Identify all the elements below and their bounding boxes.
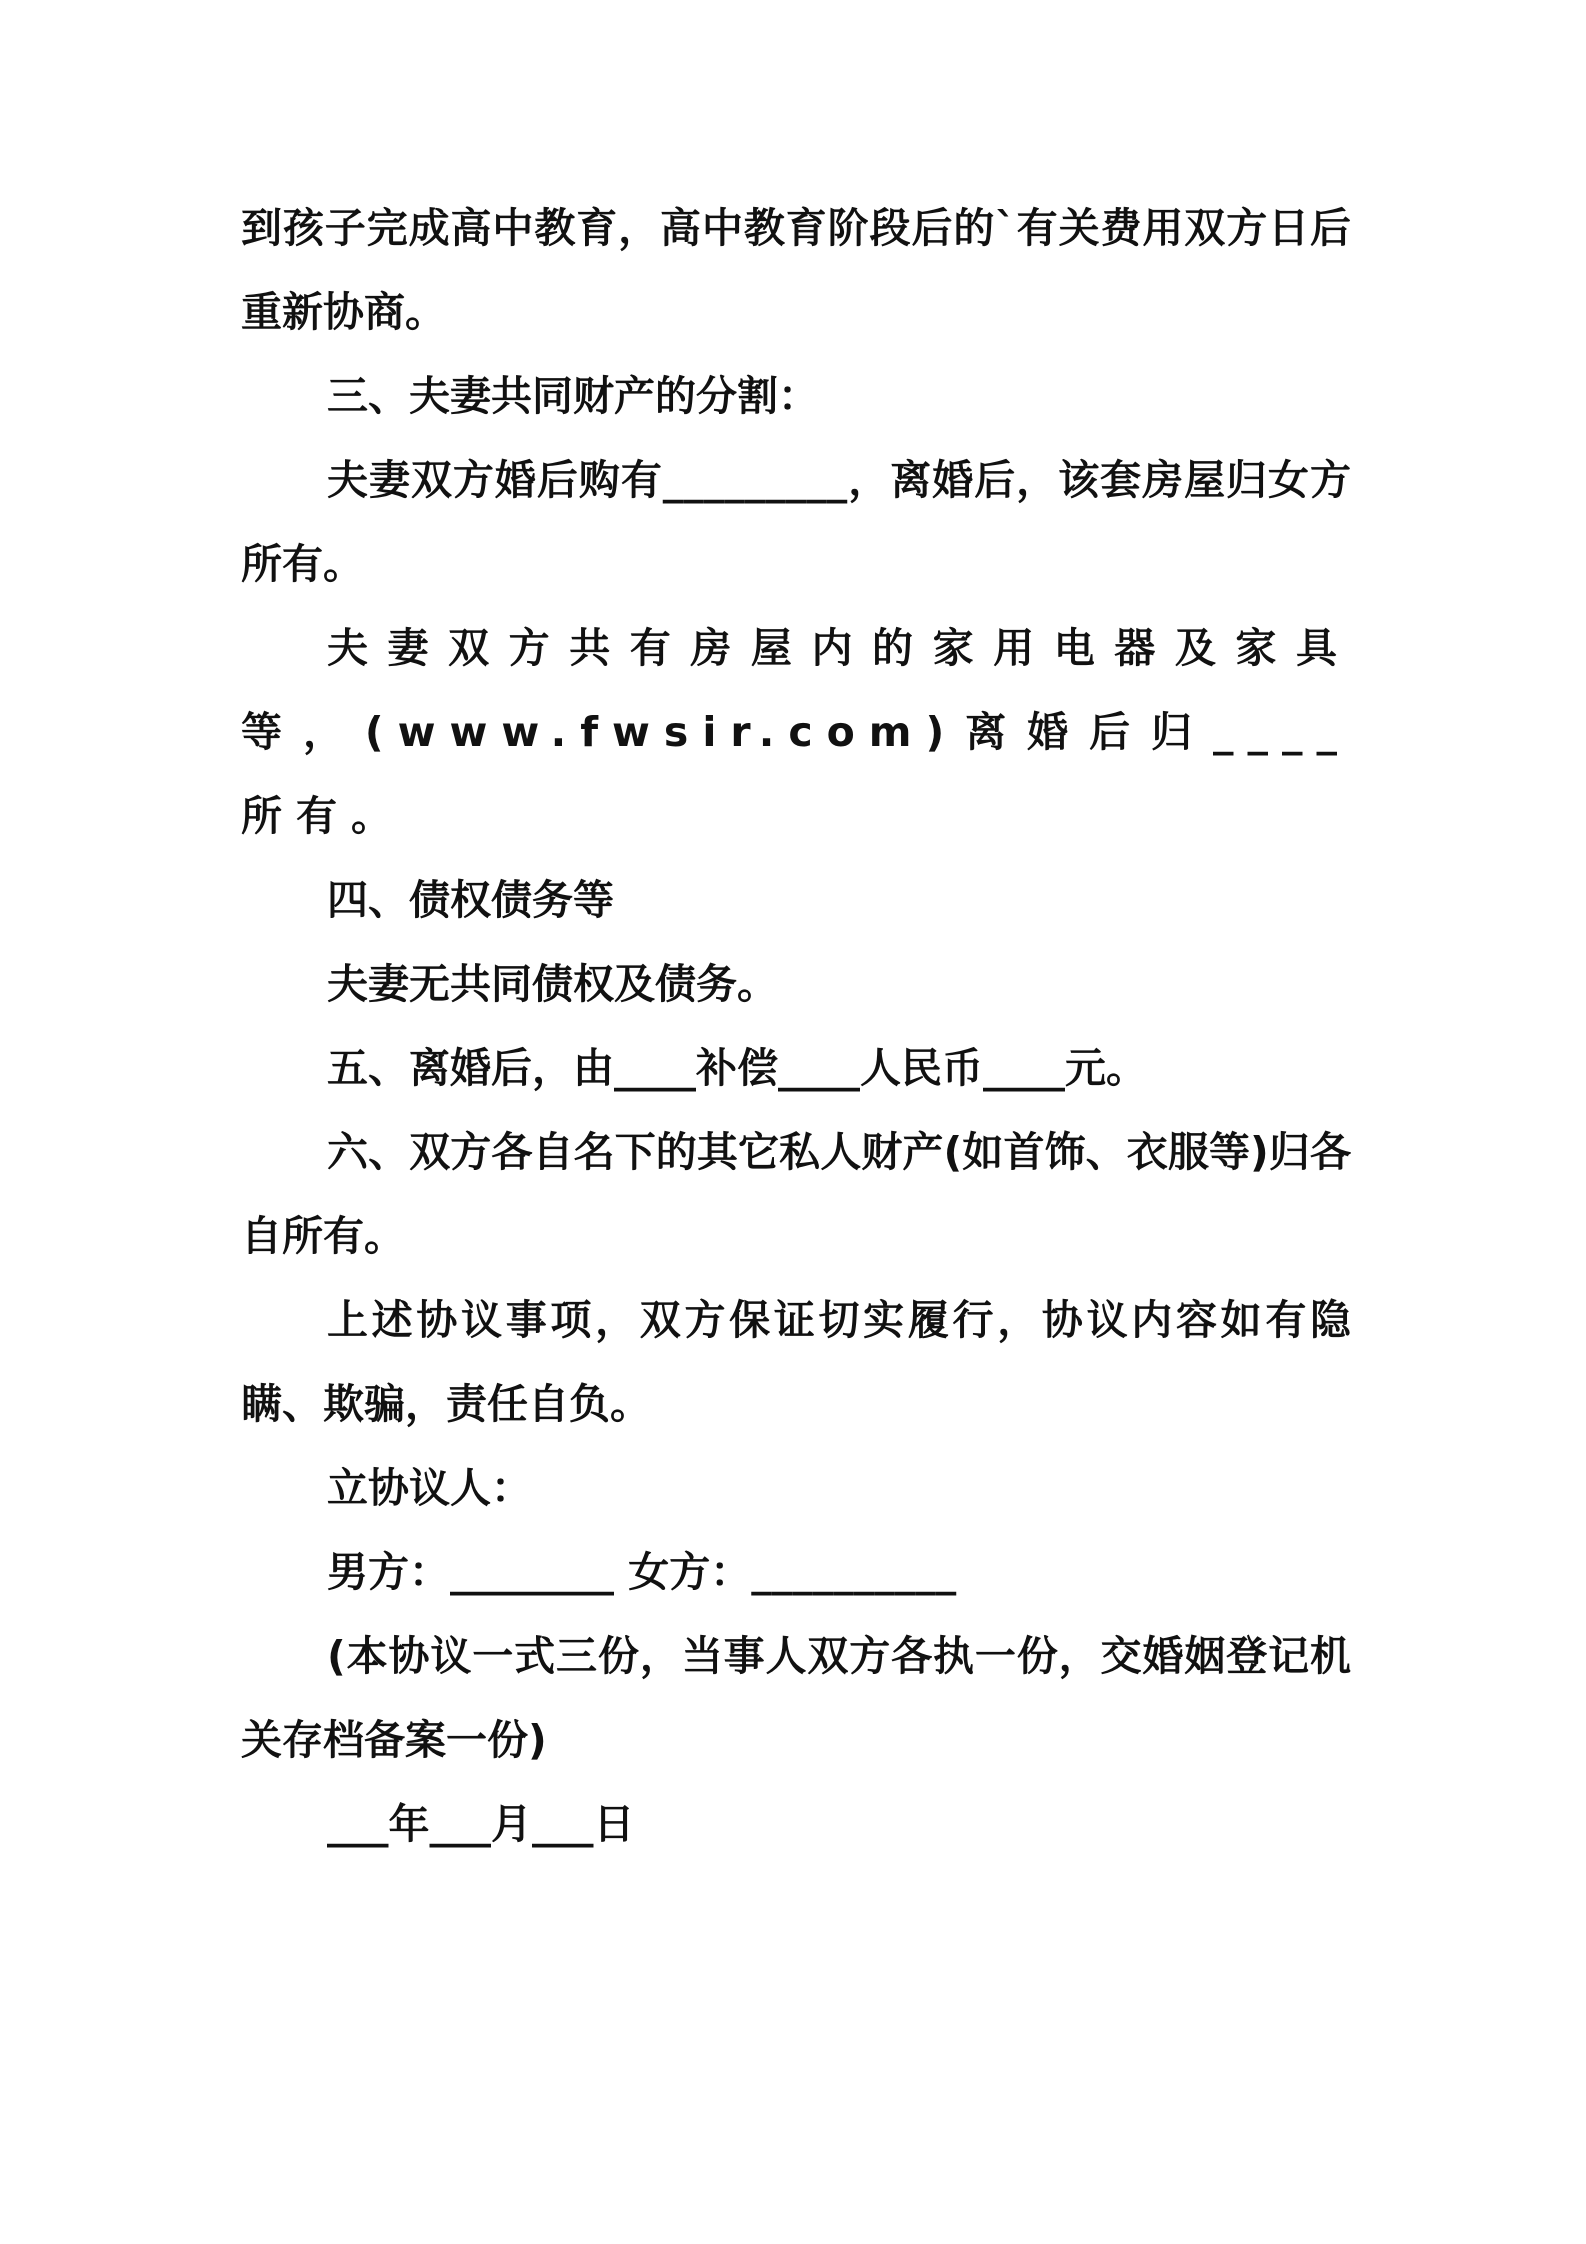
signatories-label: 立协议人： — [327, 1464, 532, 1512]
paragraph-guarantee: 上述协议事项，双方保证切实履行，协议内容如有隐瞒、欺骗，责任自负。 — [241, 1296, 1351, 1428]
paragraph-copies-note: (本协议一式三份，当事人双方各执一份，交婚姻登记机关存档备案一份) — [241, 1632, 1351, 1764]
section-heading-property-division: 三、夫妻共同财产的分割： — [327, 372, 819, 420]
paragraph-compensation: 五、离婚后，由____补偿____人民币____元。 — [327, 1044, 1147, 1092]
section-heading-debts: 四、债权债务等 — [327, 876, 614, 924]
paragraph-house-ownership: 夫妻双方婚后购有_________，离婚后，该套房屋归女方所有。 — [241, 456, 1351, 588]
paragraph-appliances-furniture: 夫妻双方共有房屋内的家用电器及家具等，(www.fwsir.com)离婚后归____所有。 — [241, 624, 1351, 840]
date-line: ___年___月___日 — [327, 1800, 635, 1848]
paragraph-child-education-fees: 到孩子完成高中教育，高中教育阶段后的`有关费用双方日后重新协商。 — [241, 204, 1351, 336]
signature-line-parties: 男方：________ 女方：__________ — [327, 1548, 957, 1596]
document-body — [241, 186, 1351, 1866]
paragraph-no-debts: 夫妻无共同债权及债务。 — [327, 960, 778, 1008]
paragraph-private-property: 六、双方各自名下的其它私人财产(如首饰、衣服等)归各自所有。 — [241, 1128, 1351, 1260]
